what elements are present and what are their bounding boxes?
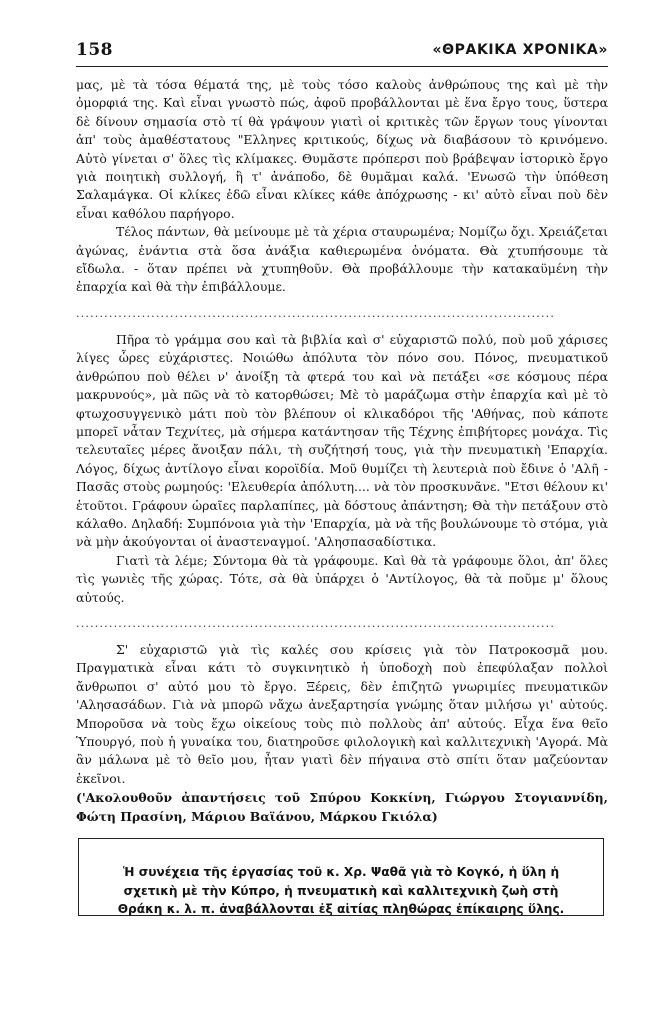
section-separator — [76, 607, 608, 641]
article-body — [76, 76, 608, 826]
paragraph: Τέλος πάντων, θὰ μείνουμε μὲ τὰ χέρια σταυρωμένα; Νομίζω ὄχι. Χρειάζεται ἀγώνας, ἐνάντια στὰ ὅσα ἀνάξια καθιερωμένα ὀνόματα. Θὰ χτυπήσουμε τὰ εἴδωλα. - ὅταν πρέπει νὰ χτυπηθοῦν. Θὰ προβάλλουμε τὴν κατακαϋμένη τὴν ἐπαρχία καὶ θὰ τὴν ἐπιβάλλουμε. — [76, 224, 608, 295]
dotted-separator: ...................................................................................................... — [76, 306, 556, 320]
header-rule — [76, 66, 608, 67]
editorial-notice-text: Ἡ συνέχεια τῆς ἐργασίας τοῦ κ. Χρ. Ψαθᾶ γιὰ τὸ Κογκό, ἡ ὕλη ἡ σχετικὴ μὲ τὴν Κύπρο, ἡ πνευματικὴ καὶ καλλιτεχνικὴ ζωὴ στὴ Θράκη κ. λ. π. ἀναβάλλονται ἐξ αἰτίας πληθώρας ἐπίκαιρης ὕλης. — [117, 865, 565, 917]
paragraph: Σ' εὐχαριστῶ γιὰ τὶς καλές σου κρίσεις γιὰ τὸν Πατροκοσμᾶ μου. Πραγματικὰ εἶναι κάτι τὸ συγκινητικὸ ἡ ὑποδοχὴ ποὺ ἐπεφύλαξαν πολλοὶ ἄνθρωποι σ' αὐτό μου τὸ ἔργο. Ξέρεις, δὲν ἐπιζητῶ γνωριμίες πνευματικῶν 'Αλησασάδων. Γιὰ νὰ μπορῶ νἄχω ἀνεξαρτησία γνώμης ὅταν μιλήσω γι' αὐτούς. Μποροῦσα νὰ τοὺς ἔχω οἰκείους τοὺς πιὸ πολλοὺς ἀπ' αὐτούς. Εἶχα ἕνα θεῖο Ὑπουργό, ποὺ ἡ γυναίκα του, διατηροῦσε φιλολογικὴ καὶ καλλιτεχνικὴ 'Αγορά. Μὰ ἂν μάλωνα μὲ τὸ θεῖο μου, ἦταν γιατὶ δὲν πήγαινα στὸ σπίτι ὅταν μαζεύονταν ἐκεῖνοι. — [76, 641, 608, 786]
journal-title: «ΘΡΑΚΙΚΑ ΧΡΟΝΙΚΑ» — [432, 42, 608, 58]
paragraph: μας, μὲ τὰ τόσα θέματά της, μὲ τοὺς τόσο καλοὺς ἀνθρώπους της καὶ μὲ τὴν ὀμορφιά της. Καὶ εἶναι γνωστὸ πώς, ἀφοῦ προβάλλονται μὲ ἕνα ἔργο τους, ὕστερα δὲ δίνουν σημασία στὸ τί θὰ γράψουν γιατὶ οἱ κριτικὲς τῶν ἔργων τους γίνονται ἀπ' τοὺς ἀμαθέστατους "Ελληνες κριτικούς, δίχως νὰ διαβάσουν τὸ κρινόμενο. Αὐτὸ γίνεται σ' ὅλες τὶς κλίμακες. Θυμᾶστε πρόπερσι ποὺ βράβεψαν ἱστορικὸ ἔργο γιὰ ποιητικὴ συλλογή, ἢ τ' ἀνάποδο, δὲ θυμᾶμαι καλά. 'Ενωσῶ τὴν ὑπόθεση Σαλαμάγκα. Οἱ κλίκες ἐδῶ εἶναι κλίκες κάθε ἀπόχρωσης - κι' αὐτὸ εἶναι ποὺ δὲν εἶναι καθόλου παρήγορο. — [76, 77, 608, 221]
dotted-separator: ...................................................................................................... — [76, 616, 556, 630]
section-separator — [76, 297, 608, 331]
paragraph: Πῆρα τὸ γράμμα σου καὶ τὰ βιβλία καὶ σ' εὐχαριστῶ πολύ, ποὺ μοῦ χάρισες λίγες ὧρες εὐχάριστες. Νοιώθω ἀπόλυτα τὸν πόνο σου. Πόνος, πνευματικοῦ ἀνθρώπου ποὺ θέλει ν' ἀνοίξη τὰ φτερά του καὶ νὰ πετάξει «σε κόσμους πέρα μακρυνούς», μὰ πῶς νὰ τὸ κατορθώσει; Μὲ τὸ μαράζωμα στὴν ἐπαρχία καὶ μὲ τὸ φτωχοσυγγενικὸ μάτι ποὺ τὸν βλέπουν οἱ κλικαδόροι τῆς 'Αθήνας, ποὺ κάποτε μπορεῖ νἆταν Τεχνίτες, μὰ σήμερα κατάντησαν τῆς Τέχνης ἐπιβήτορες μονάχα. Τὶς τελευταῖες μέρες ἄνοιξαν πάλι, τὴ συζήτησή τους, γιὰ τὴν πνευματικὴ 'Επαρχία. Λόγος, δίχως ἀντίλογο εἶναι κοροϊδία. Μοῦ θυμίζει τὴ λευτεριὰ ποὺ ἔδινε ὁ 'Αλῆ - Πασᾶς στοὺς ρωμηούς: 'Ελευθερία ἀπόλυτη.... νὰ τὸν προσκυνᾶνε. "Ετσι θέλουν κι' ἐτοῦτοι. Γράφουν ὡραῖες παρλαπίπες, μὰ δόστους ἀπάντηση; Θὰ τὴν πετάξουν στὸ κάλαθο. Δηλαδή: Συμπόνοια γιὰ τὴν 'Επαρχία, μὰ νὰ τῆς βουλώνουμε τὸ στόμα, γιὰ νὰ μὴν ἀκούγονται οἱ ἀναστεναγμοί. 'Αλησπασαδίστικα. — [76, 331, 608, 550]
page-header — [76, 40, 608, 62]
page-number: 158 — [76, 40, 113, 60]
continuation-note: ('Ακολουθοῦν ἀπαντήσεις τοῦ Σπύρου Κοκκίνη, Γιώργου Στογιαννίδη, Φώτη Πρασίνη, Μάριου Βαϊάνου, Μάρκου Γκιόλα) — [76, 790, 608, 825]
editorial-notice-box — [78, 838, 604, 916]
paragraph: Γιατὶ τὰ λέμε; Σύντομα θὰ τὰ γράφουμε. Καὶ θὰ τὰ γράφουμε ὅλοι, ἀπ' ὅλες τὶς γωνιὲς τῆς χώρας. Τότε, σὰ θὰ ὑπάρχει ὁ 'Αντίλογος, θὰ τὰ ποῦμε μ' ὅλους αὐτούς. — [76, 552, 608, 605]
